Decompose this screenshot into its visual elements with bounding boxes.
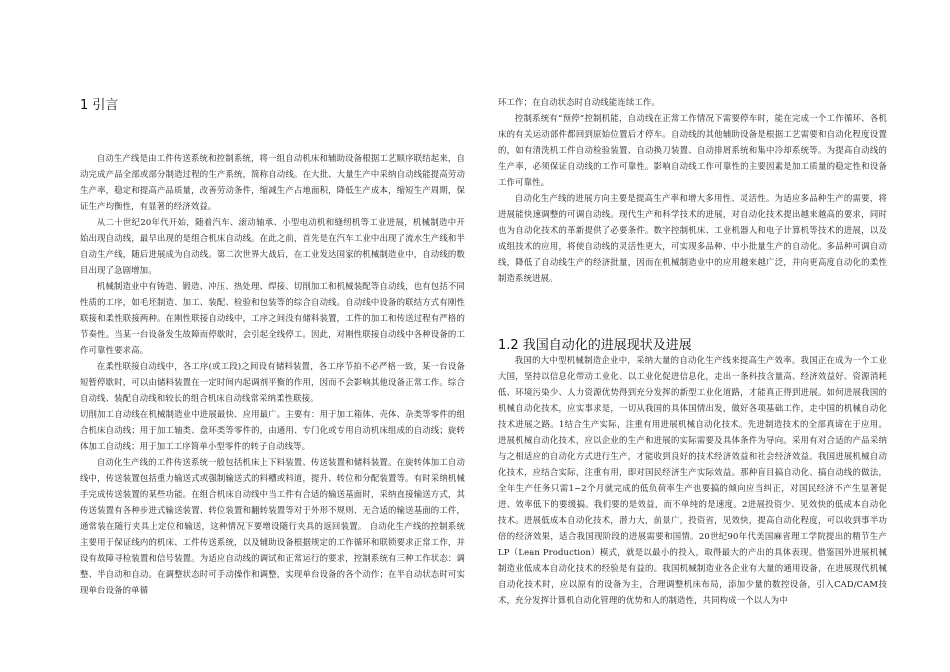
paragraph: 自动生产线是由工件传送系统和控制系统，将一组自动机床和辅助设备根据工艺顺序联结起来，自动完成产品全部或部分制造过程的生产系统，简称自动线。在大批、大量生产中采纳自动线能提高劳动生产率，稳定和提高产品质量，改善劳动条件，缩减生产占地面积，降低生产成本，缩短生产周期，保证生产均衡性，有显著的经济效益。 [80, 153, 465, 211]
right-body-bottom [498, 352, 887, 608]
paragraph: 在柔性联接自动线中，各工序(或工段)之间设有储料装置，各工序节拍不必严格一致，某一台设备短暂停歇时，可以由储料装置在一定时间内起调剂平衡的作用，因而不会影响其他设备正常工作。综合自动线、装配自动线和较长的组合机床自动线常采纳柔性联接。 [80, 361, 465, 403]
paragraph: 环工作；在自动状态时自动线能连续工作。 [498, 97, 660, 107]
left-body [80, 150, 465, 598]
paragraph: 我国的大中型机械制造企业中，采纳大量的自动化生产线来提高生产效率。我国正在成为一个工业大国，坚持以信息化带动工业化、以工业化促进信息化，走出一条科技含量高、经济效益好、资源消耗低、环境污染少、人力资源优势得到充分发挥的新型工业化道路，才能真正得到进展。如何进展我国的机械自动化技术，应实事求是，一切从我国的具体国情出发，做好各项基础工作，走中国的机械自动化技术进展之路。1结合生产实际，注重有用进展机械自动化技术。先进制造技术的全部真谛在于应用。进展机械自动化技术，应以企业的生产和进展的实际需要及具体条件为导向。采用有对合适的产品采纳与之相适应的自动化方式进行生产，才能收到良好的技术经济效益和社会经济效益。我国进展机械自动化技术，应结合实际，注重有用，即对国民经济生产实际效益。那种盲目搞自动化、搞自动线的做法，全年生产任务只需1~2个月就完成的低负荷率生产也要搞的倾向应当纠正，对国民经济不产生显著促进、效率低下的要缓搞。我们要的是效益，而不单纯的是速度。2进展投资少、见效快的低成本自动化技术。进展低成本自动化技术，潜力大，前景广，投资省，见效快，提高自动化程度，可以收到事半功倍的经济效果，适合我国现阶段的进展需要和国情。20世纪90年代美国麻省理工学院提出的精节生产LP（Lean Production）模式，就是以最小的投入，取得最大的产出的具体表现。借鉴国外进展机械制造业低成本自动化技术的经验是有益的。我国机械制造业各企业有大量的通用设备，在进展现代机械自动化技术时，应以原有的设备为主，合理调整机床布局，添加少量的数控设备，引入CAD/CAM技术，充分发挥计算机自动化管理的优势和人的制造性，共同构成一个以人为中 [498, 355, 887, 605]
paragraph: 控制系统有“预停”控制机能，自动线在正常工作情况下需要停车时，能在完成一个工作循环、各机床的有关运动部件都回到原始位置后才停车。自动线的其他辅助设备是根据工艺需要和自动化程度设置的，如有清洗机工件自动检验装置、自动换刀装置、自动排屑系统和集中冷却系统等。为提高自动线的生产率，必须保证自动线的工作可靠性。影响自动线工作可靠性的主要因素是加工质量的稳定性和设备工作可靠性。 [498, 113, 887, 187]
section-heading: 1.2 我国自动化的进展现状及进展 [498, 338, 692, 353]
intro-heading: 1 引言 [80, 98, 119, 113]
paragraph: 自动化生产线的进展方向主要是提高生产率和增大多用性、灵活性。为适应多品种生产的需要，将进展能快速调整的可调自动线。现代生产和科学技术的进展，对自动化技术提出越来越高的要求，同时也为自动化技术的革新提供了必要条件。数字控制机床、工业机器人和电子计算机等技术的进展，以及成组技术的应用，将使自动线的灵活性更大，可实现多品种、中小批量生产的自动化。多品种可调自动线，降低了自动线生产的经济批量，因而在机械制造业中的应用越来越广泛，并向更高度自动化的柔性制造系统进展。 [498, 193, 887, 283]
paragraph: 自动化生产线的工件传送系统一般包括机床上下料装置、传送装置和储料装置。在旋转体加工自动线中，传送装置包括重力输送式或强制输送式的料槽或料道，提升、转位和分配装置等。有时采纳机械手完成传送装置的某些功能。在组合机床自动线中当工件有合适的输送基面时，采纳直接输送方式，其传送装置有各种步进式输送装置、转位装置和翻转装置等对于外形不规则、无合适的输送基面的工件，通常装在随行夹具上定位和输送，这种情况下要增设随行夹具的返回装置。 自动化生产线的控制系统主要用于保证线内的机床、工件传送系统，以及辅助设备根据规定的工作循环和联锁要求正常工作，并设有故障寻检装置和信号装置。为适应自动线的调试和正常运行的要求，控制系统有三种工作状态：调整、半自动和自动。在调整状态时可手动操作和调整，实现单台设备的各个动作；在半自动状态时可实现单台设备的单循 [80, 457, 465, 595]
paragraph: 从二十世纪20年代开始，随着汽车、滚动轴承、小型电动机和缝纫机等工业进展，机械制造中开始出现自动线，最早出现的是组合机床自动线。在此之前，首先是在汽车工业中出现了流水生产线和半自动生产线，随后进展成为自动线。第二次世界大战后，在工业发达国家的机械制造业中，自动线的数目出现了急剧增加。 [80, 217, 465, 275]
paragraph: 切削加工自动线在机械制造业中进展最快、应用最广。主要有：用于加工箱体、壳体、杂类等零件的组合机床自动线；用于加工轴类、盘环类等零件的，由通用、专门化或专用自动机床组成的自动线；旋转体加工自动线；用于加工工序简单小型零件的转子自动线等。 [80, 409, 465, 451]
right-body-top [498, 94, 887, 286]
paragraph: 机械制造业中有铸造、锻造、冲压、热处理、焊接、切削加工和机械装配等自动线，也有包括不同性质的工序，如毛坯制造、加工、装配、检验和包装等的综合自动线。自动线中设备的联结方式有刚性联接和柔性联接两种。在刚性联接自动线中，工序之间没有储料装置，工件的加工和传送过程有严格的节奏性。当某一台设备发生故障而停歇时，会引起全线停工。因此，对刚性联接自动线中各种设备的工作可靠性要求高。 [80, 281, 465, 355]
